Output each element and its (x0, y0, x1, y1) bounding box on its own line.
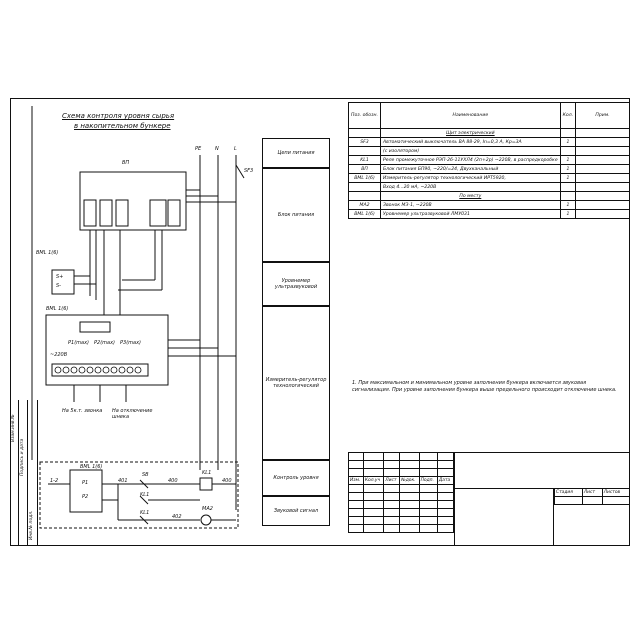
spec-cell-note (576, 192, 630, 201)
spec-cell-name: По месту (381, 192, 561, 201)
spec-cell-qty: 1 (560, 165, 575, 174)
spec-cell-note (576, 201, 630, 210)
scheme-title-line1: Схема контроля уровня сырья (62, 112, 175, 120)
spec-cell-name: (с изолятором) (381, 147, 561, 156)
function-cell: Контроль уровня (262, 460, 330, 496)
kl1-coil-label: KL1 (202, 470, 212, 476)
spec-row (349, 138, 630, 147)
note-bell: На 5к.т. звонка (62, 408, 103, 414)
spec-row (349, 210, 630, 219)
spec-cell-name: Уровнемер ультразвуковой ЛМУ031 (381, 210, 561, 219)
p3-label: P3(max) (120, 340, 141, 346)
wire-401: 401 (118, 478, 128, 484)
spec-cell-qty: 1 (560, 138, 575, 147)
voltage-label: ~220В (50, 352, 68, 358)
spec-cell-qty: 1 (560, 210, 575, 219)
spec-cell-pos: BML 1(6) (349, 174, 381, 183)
spec-row (349, 174, 630, 183)
bml-lower-label: BML 1(6) (80, 464, 103, 470)
specification-table (348, 102, 630, 219)
ma2-label: MA2 (202, 506, 213, 512)
function-cell: Измеритель-регулятор технологический (262, 306, 330, 460)
spec-cell-note (576, 165, 630, 174)
kl1-coil (200, 478, 212, 490)
function-cell: Звуковой сигнал (262, 496, 330, 526)
side-stamp (10, 400, 38, 546)
spec-cell-note (576, 129, 630, 138)
spec-cell-note (576, 210, 630, 219)
spec-cell-qty: 1 (560, 156, 575, 165)
spec-cell-note (576, 138, 630, 147)
p2-label: P2(max) (94, 340, 115, 346)
spec-cell-name: Звонок МЗ-1, ~220В (381, 201, 561, 210)
spec-cell-name: Измеритель-регулятор технологический ИРТ5920, (381, 174, 561, 183)
wire-1-2: 1-2 (50, 478, 59, 484)
spec-cell-name: Вход 4...20 мА, ~220В (381, 183, 561, 192)
spec-row (349, 165, 630, 174)
sf3-label: SF3 (244, 168, 254, 174)
spec-cell-qty: 1 (560, 201, 575, 210)
spec-header-note: Прим. (576, 103, 630, 129)
spec-cell-note (576, 156, 630, 165)
l-label: L (234, 146, 237, 152)
footnote: 1. При максимальном и минимальном уровне заполнения бункера включается звуковая сигнализация. При уровне заполнения бункера выше предельного происходит отключение шнека. (352, 380, 617, 393)
title-block-col-header: Кол.уч (363, 477, 383, 485)
p1b-label: P1 (82, 480, 89, 486)
spec-row (349, 147, 630, 156)
title-block-col-header: Изм. (349, 477, 364, 485)
spec-cell-pos: BП (349, 165, 381, 174)
ma2-bell (201, 515, 211, 525)
terminal-strip (52, 364, 148, 376)
spec-header-pos: Поз. обозн. (349, 103, 381, 129)
stamp-replaced: Взам.инв.№ (11, 414, 16, 442)
spec-cell-pos (349, 192, 381, 201)
spec-cell-name: Реле промежуточное РЭП-26-11УХЛ4 (2п+2р) ~220В, в распредкоробке (381, 156, 561, 165)
spec-cell-pos (349, 129, 381, 138)
spec-header-name: Наименование (381, 103, 561, 129)
kl1-b-label: KL1 (140, 492, 150, 498)
title-block-col-header: №док. (400, 477, 419, 485)
title-block (348, 452, 630, 546)
spec-cell-note (576, 183, 630, 192)
spec-row (349, 201, 630, 210)
spec-row (349, 156, 630, 165)
spec-header-qty: Кол. (560, 103, 575, 129)
spec-cell-name: Автоматический выключатель ВА 88-29, In=0,3 А, Кр=3А (381, 138, 561, 147)
sheets-header: Листов (602, 489, 629, 497)
spec-cell-pos (349, 147, 381, 156)
spec-cell-pos: SF3 (349, 138, 381, 147)
stamp-signature: Подпись и дата (20, 438, 25, 476)
p1-label: P1(max) (68, 340, 89, 346)
stamp-inventory: Инв.№ подл. (29, 510, 34, 540)
n-label: N (215, 146, 219, 152)
spec-header-row (349, 103, 630, 129)
pe-label: PE (195, 146, 202, 152)
kl1-c-label: KL1 (140, 510, 150, 516)
function-cell: Уровнемер ультразвуковой (262, 262, 330, 306)
stage-header: Стадия (555, 489, 583, 497)
spec-row (349, 192, 630, 201)
spec-row (349, 129, 630, 138)
spec-cell-qty: 1 (560, 174, 575, 183)
wire-400: 400 (168, 478, 178, 484)
bml-upper-block (46, 315, 168, 385)
function-cell: Цепи питания (262, 138, 330, 168)
wire-400b: 400 (222, 478, 232, 484)
spec-cell-name: Блок питания БП90, ~220/=24, Двухканальный (381, 165, 561, 174)
spec-cell-pos: BML 1(6) (349, 210, 381, 219)
spec-cell-pos: KL1 (349, 156, 381, 165)
spec-row (349, 183, 630, 192)
bml-upper-label: BML 1(6) (46, 306, 69, 312)
p2b-label: P2 (82, 494, 89, 500)
sheet-header: Лист (582, 489, 602, 497)
spec-cell-qty (560, 129, 575, 138)
note-auger: На отключение шнека (112, 408, 153, 420)
spec-cell-name: Щит электрический (381, 129, 561, 138)
bp-label: BП (122, 160, 130, 166)
bml-left-label: BML 1(6) (36, 250, 59, 256)
spec-cell-pos (349, 183, 381, 192)
wire-402: 402 (172, 514, 182, 520)
title-block-col-header: Дата (437, 477, 453, 485)
function-column (262, 138, 330, 526)
s-minus-label: S- (56, 283, 61, 289)
scheme-title-line2: в накопительном бункере (74, 122, 171, 130)
spec-cell-qty (560, 147, 575, 156)
sf3-switch (236, 165, 244, 178)
spec-cell-note (576, 174, 630, 183)
spec-cell-qty (560, 192, 575, 201)
spec-cell-qty (560, 183, 575, 192)
bml-lower-block (70, 470, 102, 512)
title-block-col-header: Подп. (419, 477, 437, 485)
sb-label: SB (142, 472, 149, 478)
spec-cell-note (576, 147, 630, 156)
s-plus-label: S+ (56, 274, 64, 280)
function-cell: Блок питания (262, 168, 330, 262)
spec-cell-pos: MA2 (349, 201, 381, 210)
title-block-col-header: Лист (384, 477, 400, 485)
